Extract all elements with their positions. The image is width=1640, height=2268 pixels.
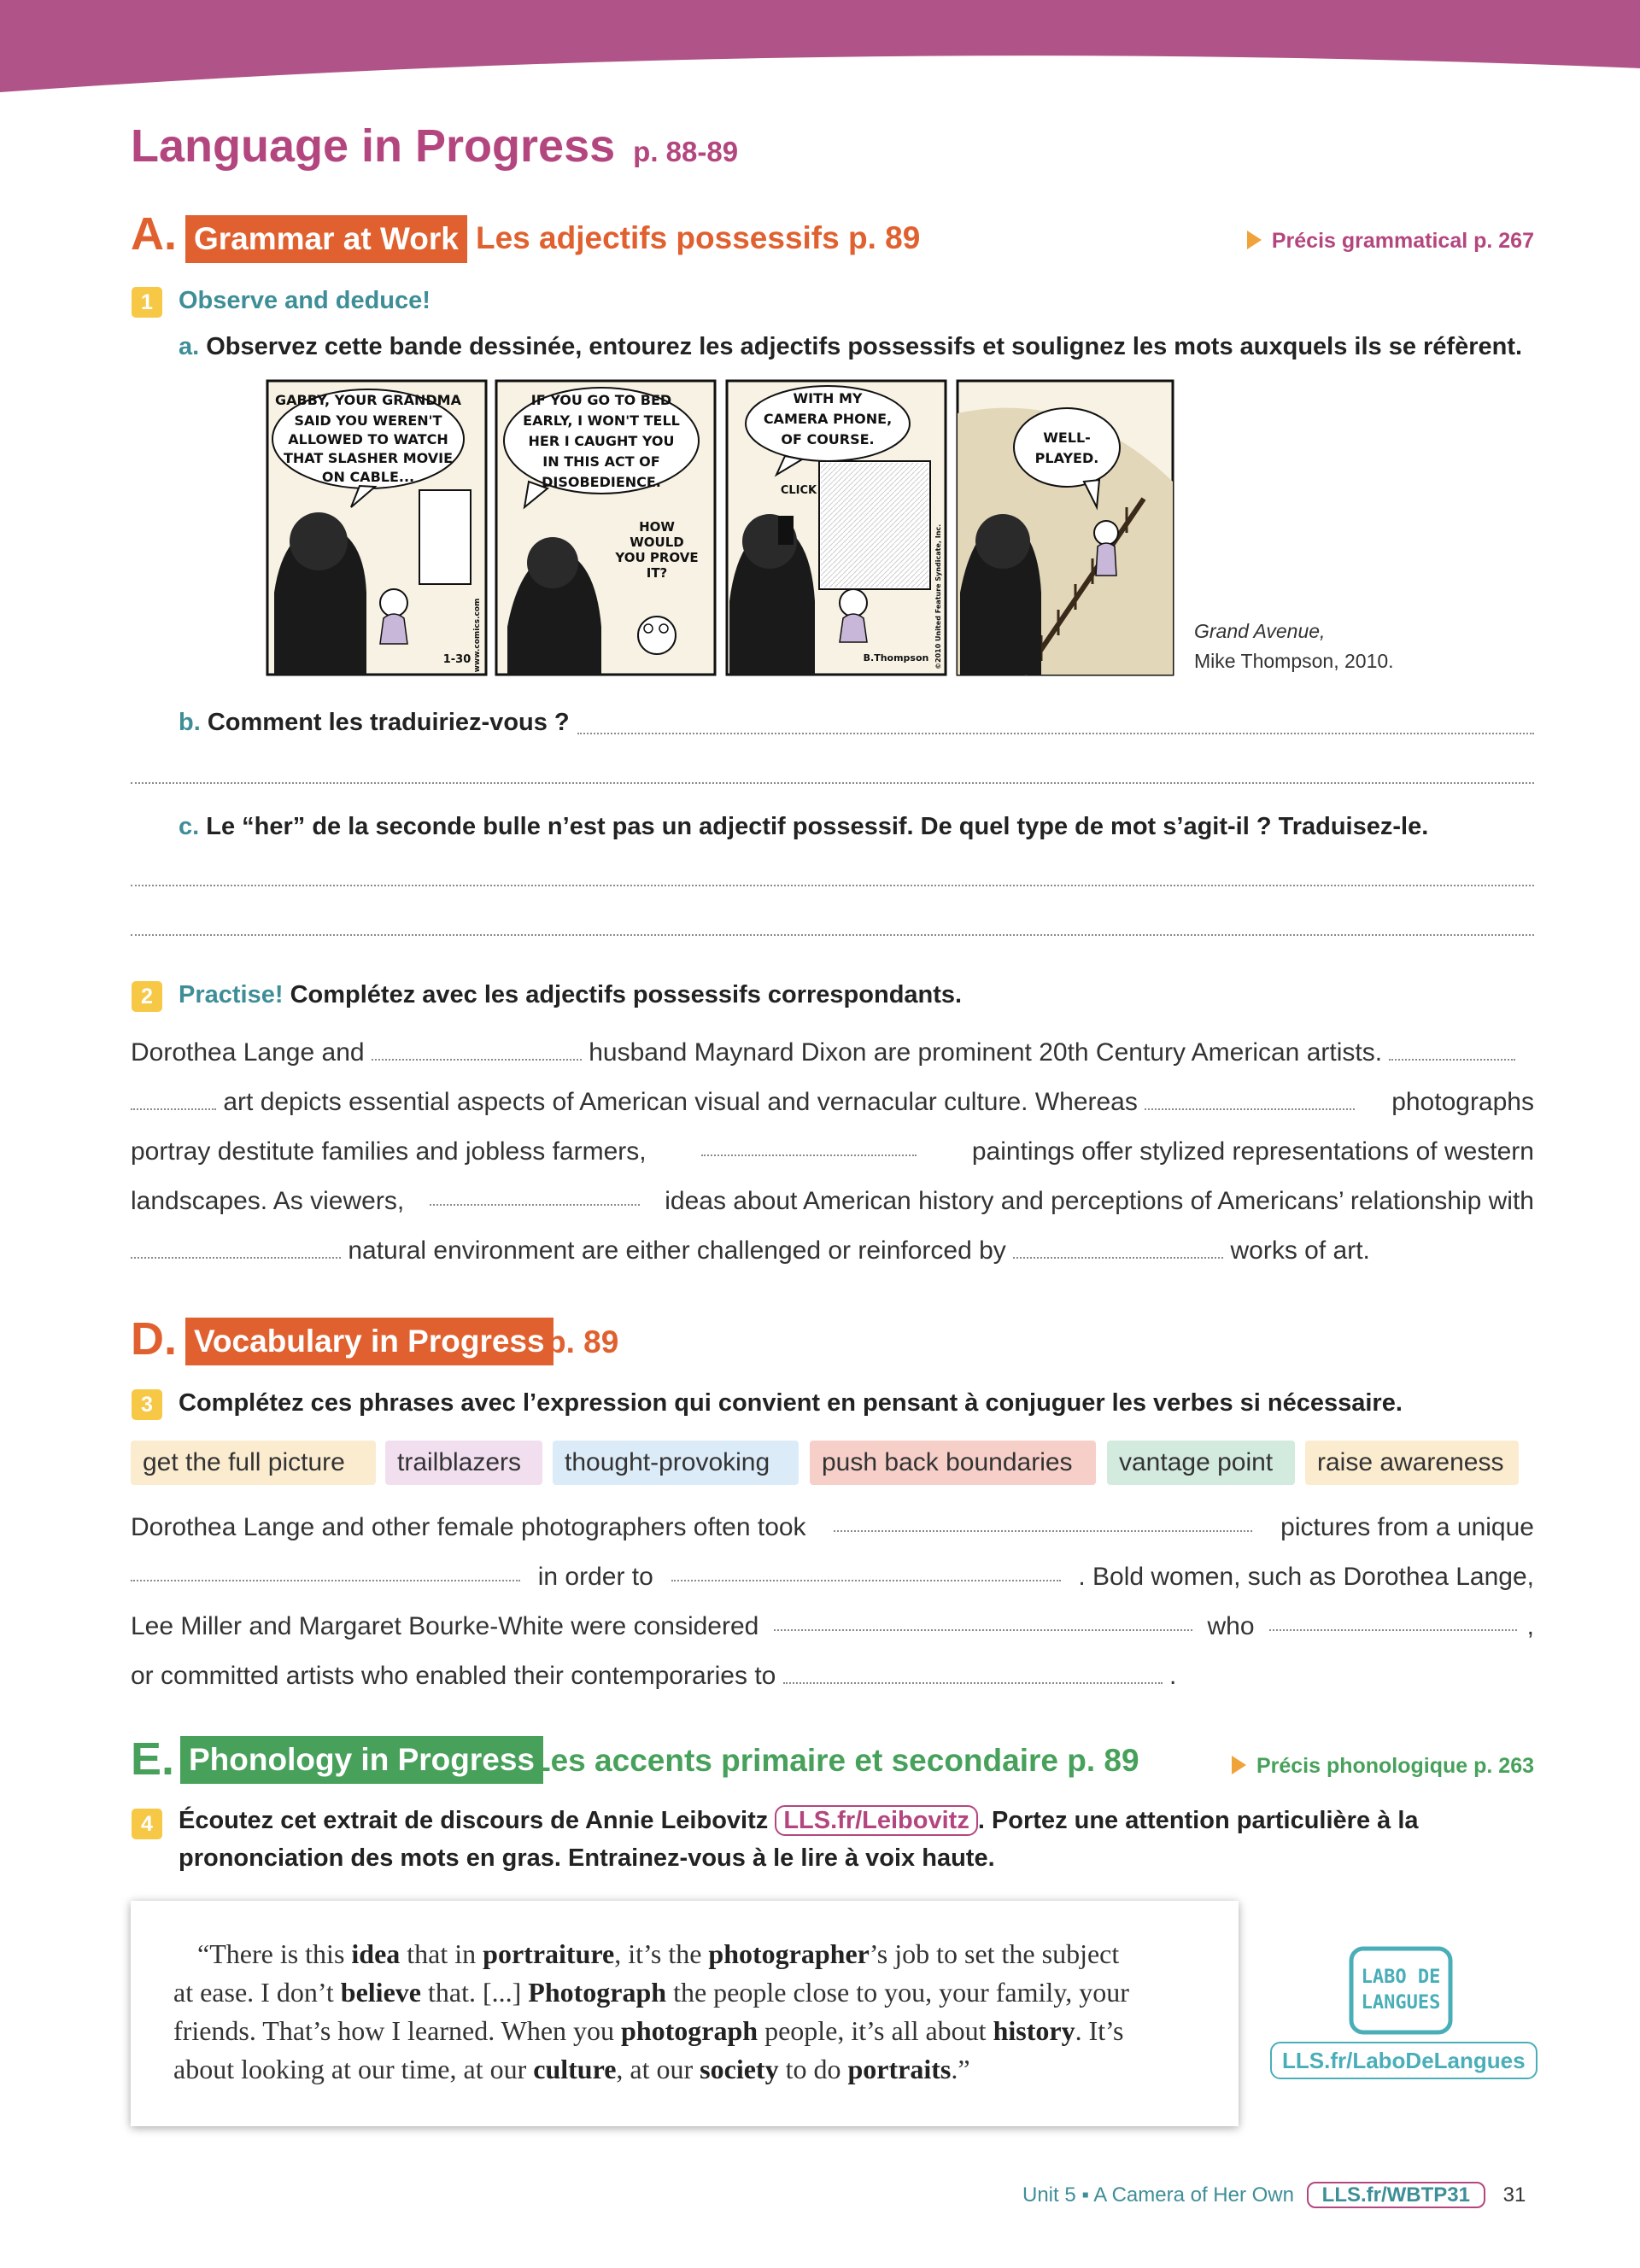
blank-3[interactable] [131,1091,216,1110]
precis-phonologique-link[interactable] [1232,1754,1534,1779]
answer-line-b-1[interactable] [577,731,1534,734]
comic-caption-author: Mike Thompson, 2010. [1194,650,1394,672]
blank-13[interactable] [1269,1612,1517,1631]
ex2-line-3: portray destitute families and jobless farmers, paintings offer stylized representations of western [131,1137,1534,1166]
comic-panel-2-text-5: DISOBEDIENCE. [542,474,661,490]
exercise-4-instruction-line-2: prononciation des mots en gras. Entrainez-vous à le lire à voix haute. [179,1844,995,1872]
precis-grammatical-label: Précis grammatical p. 267 [1271,229,1534,253]
blank-10[interactable] [131,1563,520,1581]
word-chip-thought-provoking[interactable]: thought-provoking [553,1441,799,1485]
exercise-2-header [179,981,962,1009]
blank-11[interactable] [671,1563,1061,1581]
comic-panel-2-text-2: EARLY, I WON'T TELL [523,412,680,429]
ex2-line-1: Dorothea Lange and husband Maynard Dixon are prominent 20th Century American artists. [131,1038,1534,1067]
exercise-1a-instruction [179,333,1522,361]
ex3-line-4: or committed artists who enabled their contemporaries to . [131,1662,1177,1690]
blank-14[interactable] [783,1665,1163,1684]
blank-2[interactable] [1389,1042,1515,1061]
comic-copyright: ©2010 United Feature Syndicate, Inc. [934,523,942,669]
section-e-title-box: Phonology in Progress [180,1736,543,1784]
comic-panel-1-text-4: THAT SLASHER MOVIE [283,450,454,466]
comic-panel-1 [267,381,486,675]
comic-panel-3-text-3: OF COURSE. [781,431,875,447]
item-letter-a: a. [179,333,200,360]
labo-de-langues-link[interactable]: LLS.fr/LaboDeLangues [1270,2042,1538,2079]
exercise-3-instruction: Complétez ces phrases avec l’expression qui convient en pensant à conjuguer les verbes si nécessaire. [179,1389,1403,1417]
section-e-letter: E. [131,1733,175,1785]
item-b-text: Comment les traduiriez-vous ? [207,709,570,736]
quote-line-1: “There is this idea that in portraiture, it’s the photographer’s job to set the subject [197,1938,1120,1969]
comic-panel-1-text-1: GABBY, YOUR GRANDMA [275,392,461,408]
word-chip-vantage-point[interactable]: vantage point [1107,1441,1295,1485]
blank-8[interactable] [1013,1240,1223,1259]
exercise-2-title: Practise! [179,981,284,1008]
answer-line-b-2[interactable] [131,780,1534,784]
exercise-number-3: 3 [132,1389,162,1420]
comic-panel-3 [727,381,946,675]
leibovitz-link[interactable]: LLS.fr/Leibovitz [775,1805,978,1836]
quote-line-3: friends. That’s how I learned. When you photograph people, it’s all about history. It’s [173,2015,1124,2046]
footer-unit: Unit 5 [1022,2183,1076,2207]
section-a-letter: A. [131,208,177,260]
labo-logo-line-1: LABO DE [1361,1967,1441,1988]
ex3-line-3: Lee Miller and Margaret Bourke-White were considered who , [131,1612,1534,1640]
item-a-text: Observez cette bande dessinée, entourez les adjectifs possessifs et soulignez les mots auxquels ils se réfèrent. [206,333,1523,360]
blank-4[interactable] [1145,1091,1355,1110]
comic-sfx: CLICK [780,484,817,497]
leibovitz-quote [173,1935,1207,2089]
exercise-number-1: 1 [132,287,162,318]
comic-panel-2-text-3: HER I CAUGHT YOU [528,433,675,449]
precis-phonologique-label: Précis phonologique p. 263 [1256,1754,1534,1778]
comic-panel-2-reply-3: YOU PROVE [615,550,699,565]
footer-bullet: ▪ [1081,2183,1089,2207]
comic-signature: B.Thompson [863,652,929,663]
blank-6[interactable] [430,1187,640,1206]
word-chip-push-back-boundaries[interactable]: push back boundaries [810,1441,1096,1485]
top-color-band [0,0,1640,94]
exercise-1-title: Observe and deduce! [179,287,430,314]
item-c-text: Le “her” de la seconde bulle n’est pas un adjectif possessif. De quel type de mot s’agit-il ? Traduisez-le. [206,813,1429,840]
exercise-1c-instruction [179,813,1428,841]
comic-caption [1194,620,1394,673]
girl-figure [380,589,407,617]
ex2-line-2: art depicts essential aspects of American visual and vernacular culture. Whereas photographs [131,1088,1534,1117]
quote-box [131,1901,1239,2126]
exercise-1b-instruction [179,709,570,737]
comic-panel-1-text-3: ALLOWED TO WATCH [288,431,448,447]
word-chip-trailblazers[interactable]: trailblazers [385,1441,542,1485]
word-chip-get-the-full-picture[interactable]: get the full picture [131,1441,376,1485]
tv-screen [419,490,471,584]
play-triangle-icon [1232,1756,1246,1774]
comic-panel-2-reply-4: IT? [646,565,668,581]
play-triangle-icon [1247,231,1262,249]
comic-site: www.comics.com [473,598,482,673]
answer-line-c-1[interactable] [131,883,1534,886]
page-title-text: Language in Progress [131,120,616,172]
comic-panel-1-text-5: ON CABLE... [321,469,415,485]
ex2-line-4: landscapes. As viewers, ideas about American history and perceptions of Americans’ relationship with [131,1187,1534,1215]
comic-panel-4-text-1: WELL- [1043,430,1091,446]
footer-title: A Camera of Her Own [1093,2183,1294,2207]
comic-panel-2-reply-1: HOW [639,519,675,535]
section-d-subtitle: p. 89 [547,1324,619,1359]
labo-de-langues-logo[interactable] [1348,1945,1454,2036]
footer-page-number: 31 [1502,2183,1526,2207]
comic-panel-2-reply-2: WOULD [630,535,684,550]
ex2-line-5: natural environment are either challenged or reinforced by works of art. [131,1236,1370,1266]
ex3-line-2: in order to . Bold women, such as Dorothea Lange, [131,1563,1534,1592]
comic-panel-2-text-1: IF YOU GO TO BED [530,392,672,408]
item-letter-c: c. [179,813,200,840]
blank-7[interactable] [131,1240,341,1259]
footer-link[interactable]: LLS.fr/WBTP31 [1307,2182,1485,2208]
item-letter-b: b. [179,709,201,736]
blank-9[interactable] [834,1513,1252,1532]
exercise-2-instruction: Complétez avec les adjectifs possessifs correspondants. [290,981,963,1008]
comic-panel-3-text-1: WITH MY [793,390,863,406]
labo-logo-line-2: LANGUES [1361,1992,1441,2014]
precis-grammatical-link[interactable] [1247,229,1534,254]
quote-line-2: at ease. I don’t believe that. [...] Photograph the people close to you, your family, your [173,1977,1129,2008]
comic-strip [266,379,1183,676]
section-a-subtitle: Les adjectifs possessifs p. 89 [476,220,921,255]
quote-line-4: about looking at our time, at our culture, at our society to do portraits.” [173,2054,970,2084]
page-title-pages: p. 88-89 [633,136,739,167]
comic-panel-4-text-2: PLAYED. [1034,450,1099,466]
exercise-number-2: 2 [132,981,162,1012]
comic-panel-4 [958,381,1173,675]
ex3-line-1: Dorothea Lange and other female photographers often took pictures from a unique [131,1513,1534,1541]
exercise-number-4: 4 [132,1809,162,1839]
page-title [131,120,738,172]
blank-1[interactable] [372,1042,582,1061]
comic-caption-title: Grand Avenue, [1194,620,1326,642]
blank-12[interactable] [774,1612,1192,1631]
section-a-title-box: Grammar at Work [185,215,467,263]
footer [1022,2183,1526,2207]
section-d-title-box: Vocabulary in Progress [185,1318,554,1365]
exercise-4-instruction-line-1: Écoutez cet extrait de discours de Annie Leibovitz LLS.fr/Leibovitz . Portez une attention particulière à la [179,1807,1419,1834]
section-e-subtitle: Les accents primaire et secondaire p. 89 [531,1743,1139,1778]
comic-panel-1-text-2: SAID YOU WEREN'T [294,412,442,429]
comic-panel-3-text-2: CAMERA PHONE, [763,411,893,427]
section-d-letter: D. [131,1313,177,1365]
answer-line-c-2[interactable] [131,932,1534,936]
word-chip-raise-awareness[interactable]: raise awareness [1305,1441,1519,1485]
comic-date: 1-30 [442,653,472,666]
comic-panel-2-text-4: IN THIS ACT OF [542,453,660,470]
comic-panel-2 [496,381,715,675]
blank-5[interactable] [701,1137,917,1156]
